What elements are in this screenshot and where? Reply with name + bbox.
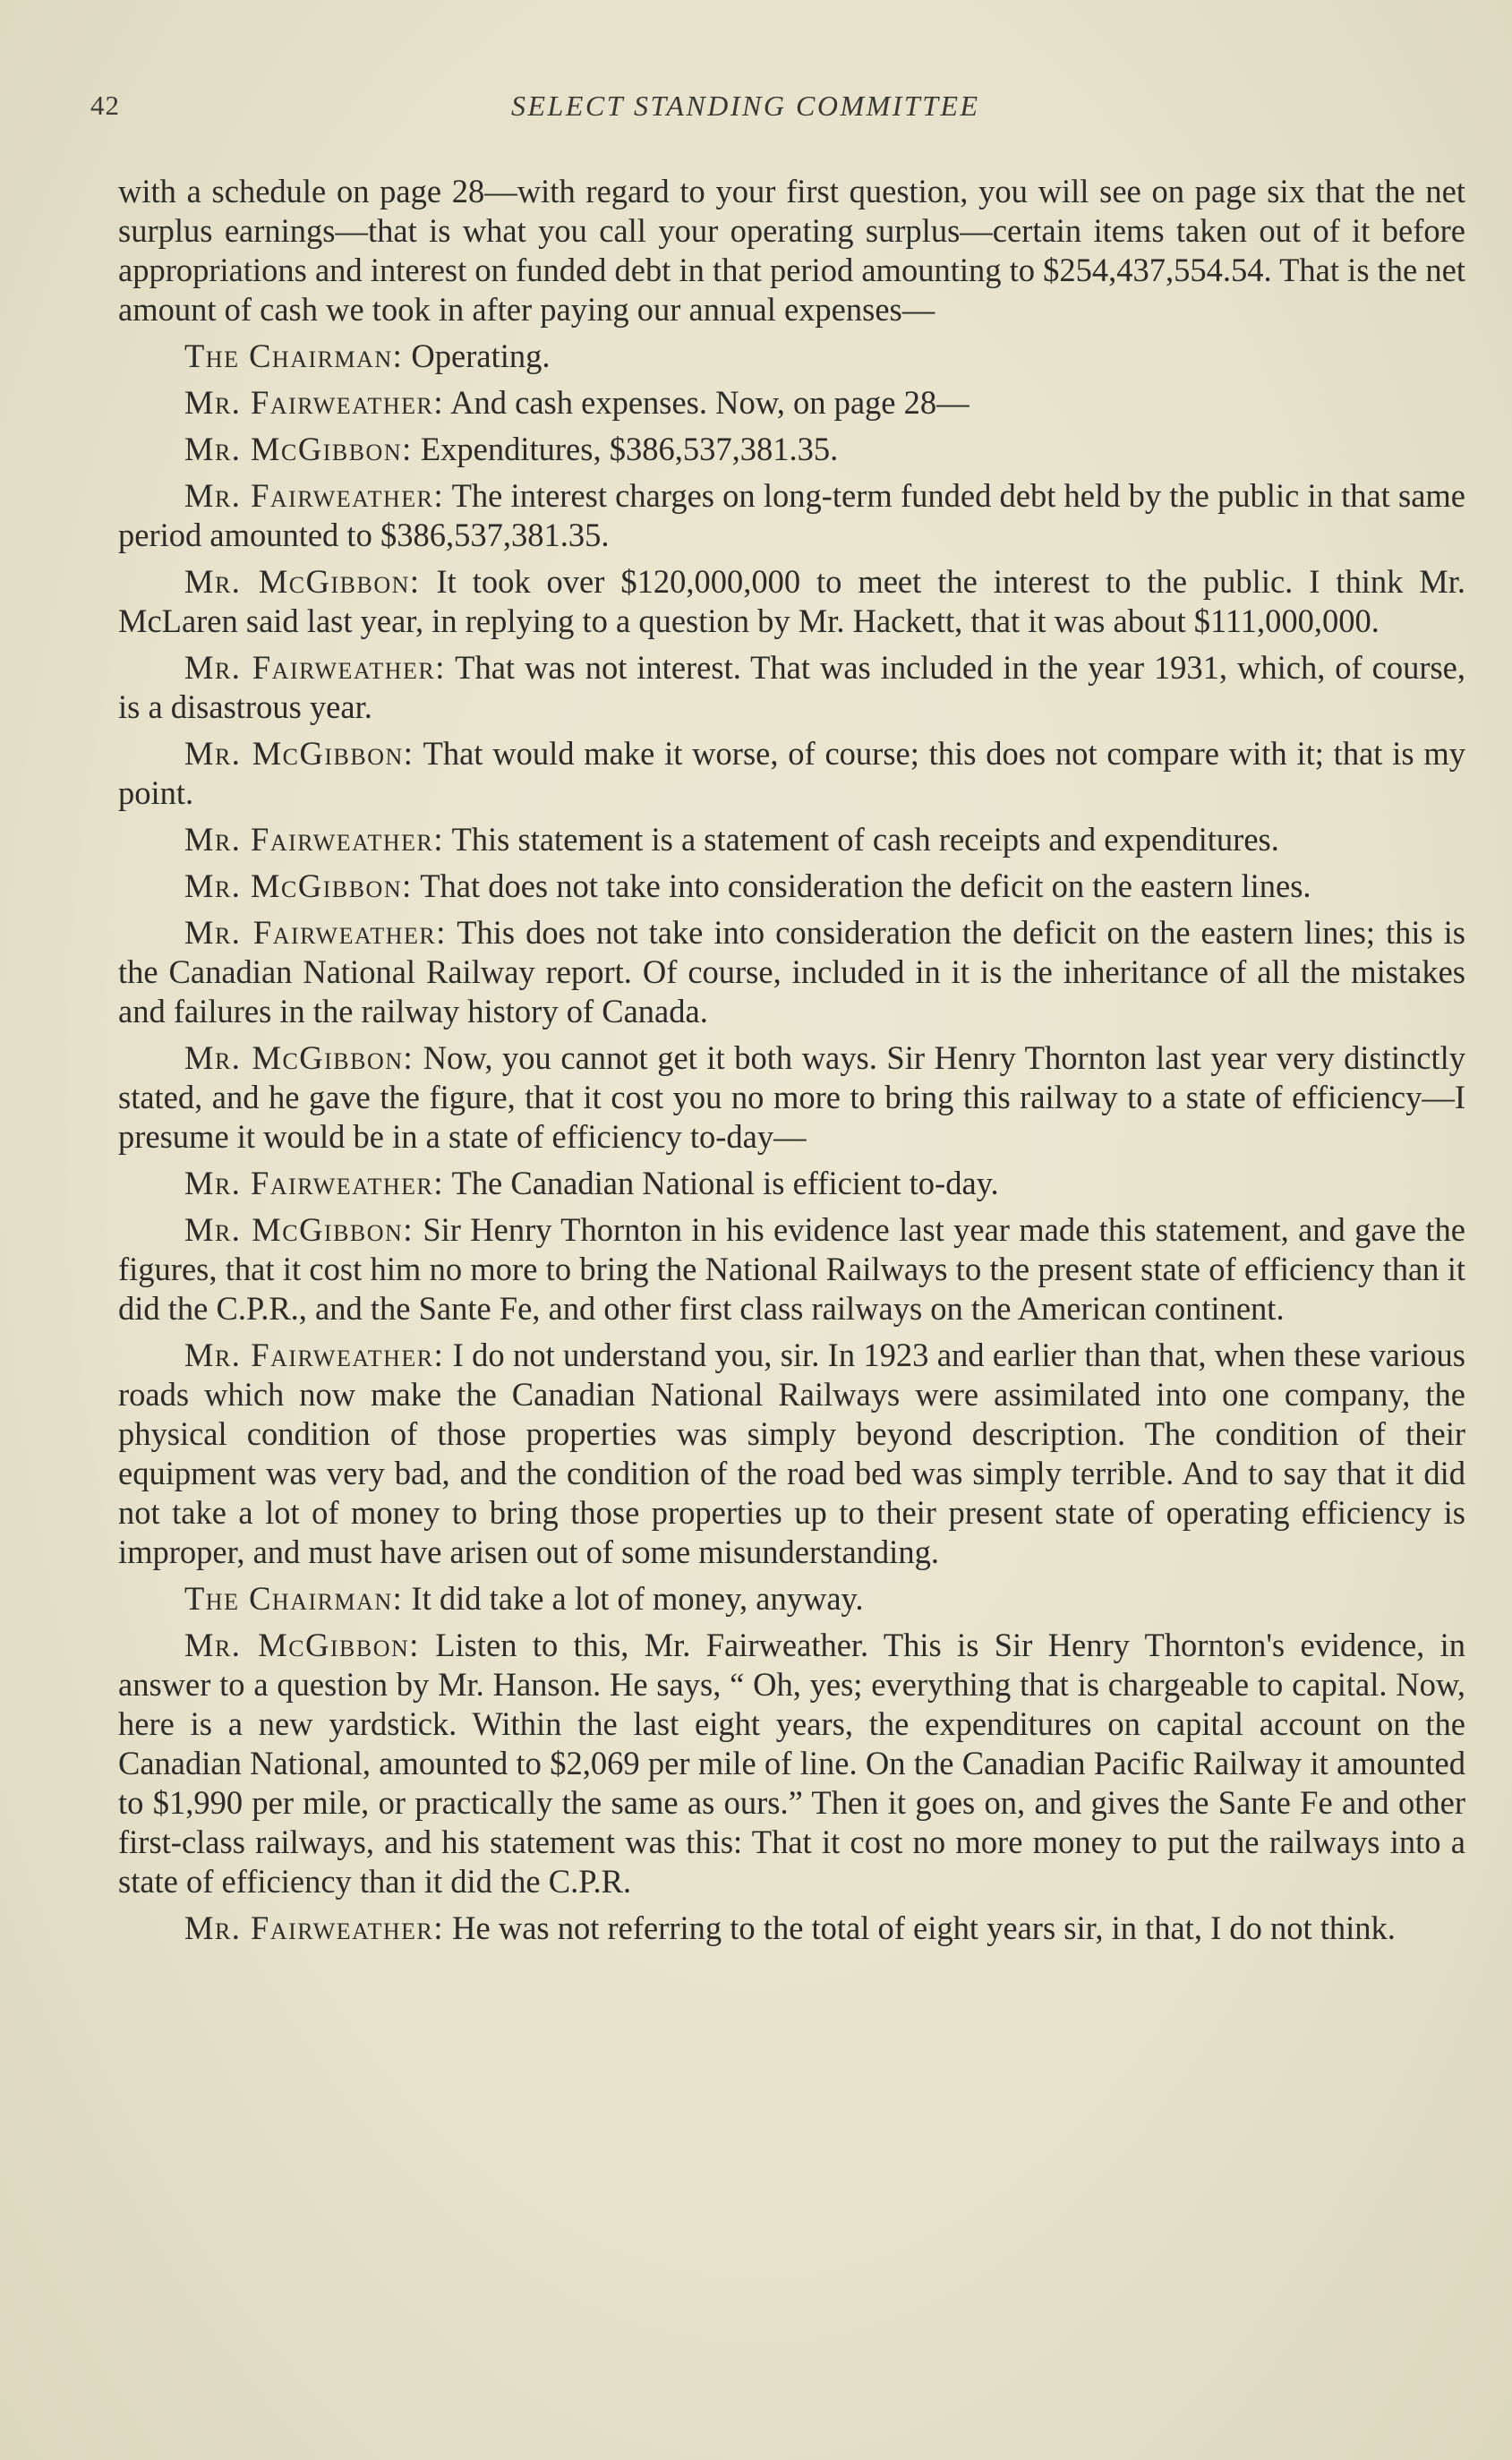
paragraph-text: This statement is a statement of cash receipts and expenditures.: [451, 821, 1279, 858]
transcript-paragraph: [118, 1210, 1465, 1328]
speaker-name: Mr. Fairweather:: [184, 914, 447, 951]
speaker-name: Mr. McGibbon:: [184, 1211, 414, 1248]
paragraph-text: Listen to this, Mr. Fairweather. This is Sir Henry Thornton's evidence, in answer to a question by Mr. Hanson. He says, “ Oh, yes; everything that is chargeable to capital. Now, here is a new yardstick. Within the last eight years, the expenditures on capital account on the Canadian National, amounted to $2,069 per mile of line. On the Canadian Pacific Railway it amounted to $1,990 per mile, or practically the same as ours.” Then it goes on, and gives the Sante Fe and other first-class railways, and his statement was this: That it cost no more money to put the railways into a state of efficiency than it did the C.P.R.: [118, 1627, 1465, 1900]
speaker-name: Mr. McGibbon:: [184, 431, 413, 467]
paragraph-text: with a schedule on page 28—with regard to your first question, you will see on page six that the net surplus earnings—that is what you call your operating surplus—certain items taken out of it before appropriations and interest on funded debt in that period amounting to $254,437,554.54. That is the net amount of cash we took in after paying our annual expenses—: [118, 173, 1465, 328]
transcript-paragraph: [118, 430, 1465, 469]
transcript-paragraph: [118, 1164, 1465, 1203]
transcript-paragraph: [118, 383, 1465, 423]
paragraph-text: It did take a lot of money, anyway.: [411, 1580, 864, 1617]
transcript-paragraph: [118, 1579, 1465, 1619]
transcript-paragraph: [118, 1336, 1465, 1572]
transcript-paragraph: [118, 1909, 1465, 1948]
speaker-name: Mr. Fairweather:: [184, 649, 446, 686]
transcript-paragraph: [118, 867, 1465, 906]
paragraph-text: The Canadian National is efficient to-day.: [451, 1165, 999, 1201]
transcript-paragraph: [118, 1038, 1465, 1157]
transcript-paragraph: [118, 562, 1465, 641]
transcript-paragraph: [118, 734, 1465, 813]
paragraph-text: I do not understand you, sir. In 1923 and earlier than that, when these various roads which now make the Canadian National Railways were assimilated into one company, the physical condition of those properties was simply beyond description. The condition of their equipment was very bad, and the condition of the road bed was simply terrible. And to say that it did not take a lot of money to bring those properties up to their present state of operating efficiency is improper, and must have arisen out of some misunderstanding.: [118, 1337, 1466, 1570]
speaker-name: Mr. Fairweather:: [184, 477, 445, 514]
speaker-name: Mr. Fairweather:: [184, 821, 445, 858]
speaker-name: Mr. McGibbon:: [184, 735, 414, 772]
paragraph-text: Sir Henry Thornton in his evidence last year made this statement, and gave the figures, that it cost him no more to bring the National Railways to the present state of efficiency than it did the C.P.R., and the Sante Fe, and other first class railways on the American continent.: [118, 1211, 1465, 1327]
page-header: [90, 90, 1460, 143]
transcript-paragraph: [118, 1626, 1465, 1901]
paragraph-text: That was not interest. That was included in the year 1931, which, of course, is a disastrous year.: [118, 649, 1466, 725]
paragraph-text: That does not take into consideration the deficit on the eastern lines.: [420, 867, 1311, 904]
transcript-paragraph: [118, 172, 1465, 329]
paragraph-text: And cash expenses. Now, on page 28—: [450, 384, 970, 421]
speaker-name: Mr. McGibbon:: [184, 1039, 414, 1076]
speaker-name: Mr. Fairweather:: [184, 1909, 445, 1946]
speaker-name: The Chairman:: [184, 337, 404, 374]
running-head: SELECT STANDING COMMITTEE: [511, 90, 980, 122]
speaker-name: Mr. McGibbon:: [184, 563, 421, 600]
transcript-paragraph: [118, 337, 1465, 376]
paragraph-text: Expenditures, $386,537,381.35.: [420, 431, 839, 467]
paragraph-text: Operating.: [411, 337, 551, 374]
transcript-paragraph: [118, 913, 1465, 1031]
transcript-paragraph: [118, 476, 1465, 555]
paragraph-text: The interest charges on long-term funded debt held by the public in that same period amounted to $386,537,381.35.: [118, 477, 1465, 553]
speaker-name: Mr. Fairweather:: [184, 1337, 445, 1373]
speaker-name: Mr. McGibbon:: [184, 1627, 420, 1663]
paragraph-text: He was not referring to the total of eight years sir, in that, I do not think.: [452, 1909, 1396, 1946]
page-number: 42: [90, 90, 120, 121]
speaker-name: The Chairman:: [184, 1580, 404, 1617]
transcript-body: [118, 172, 1465, 1955]
paragraph-text: This does not take into consideration the deficit on the eastern lines; this is the Canadian National Railway report. Of course, included in it is the inheritance of all the mistakes and failures in the railway history of Canada.: [118, 914, 1465, 1029]
paragraph-text: Now, you cannot get it both ways. Sir Henry Thornton last year very distinctly stated, and he gave the figure, that it cost you no more to bring this railway to a state of efficiency—I presume it would be in a state of efficiency to-day—: [118, 1039, 1465, 1155]
transcript-paragraph: [118, 820, 1465, 859]
speaker-name: Mr. Fairweather:: [184, 384, 445, 421]
speaker-name: Mr. Fairweather:: [184, 1165, 445, 1201]
paragraph-text: It took over $120,000,000 to meet the interest to the public. I think Mr. McLaren said last year, in replying to a question by Mr. Hackett, that it was about $111,000,000.: [118, 563, 1465, 639]
speaker-name: Mr. McGibbon:: [184, 867, 413, 904]
transcript-paragraph: [118, 648, 1465, 727]
paragraph-text: That would make it worse, of course; this does not compare with it; that is my point.: [118, 735, 1465, 811]
